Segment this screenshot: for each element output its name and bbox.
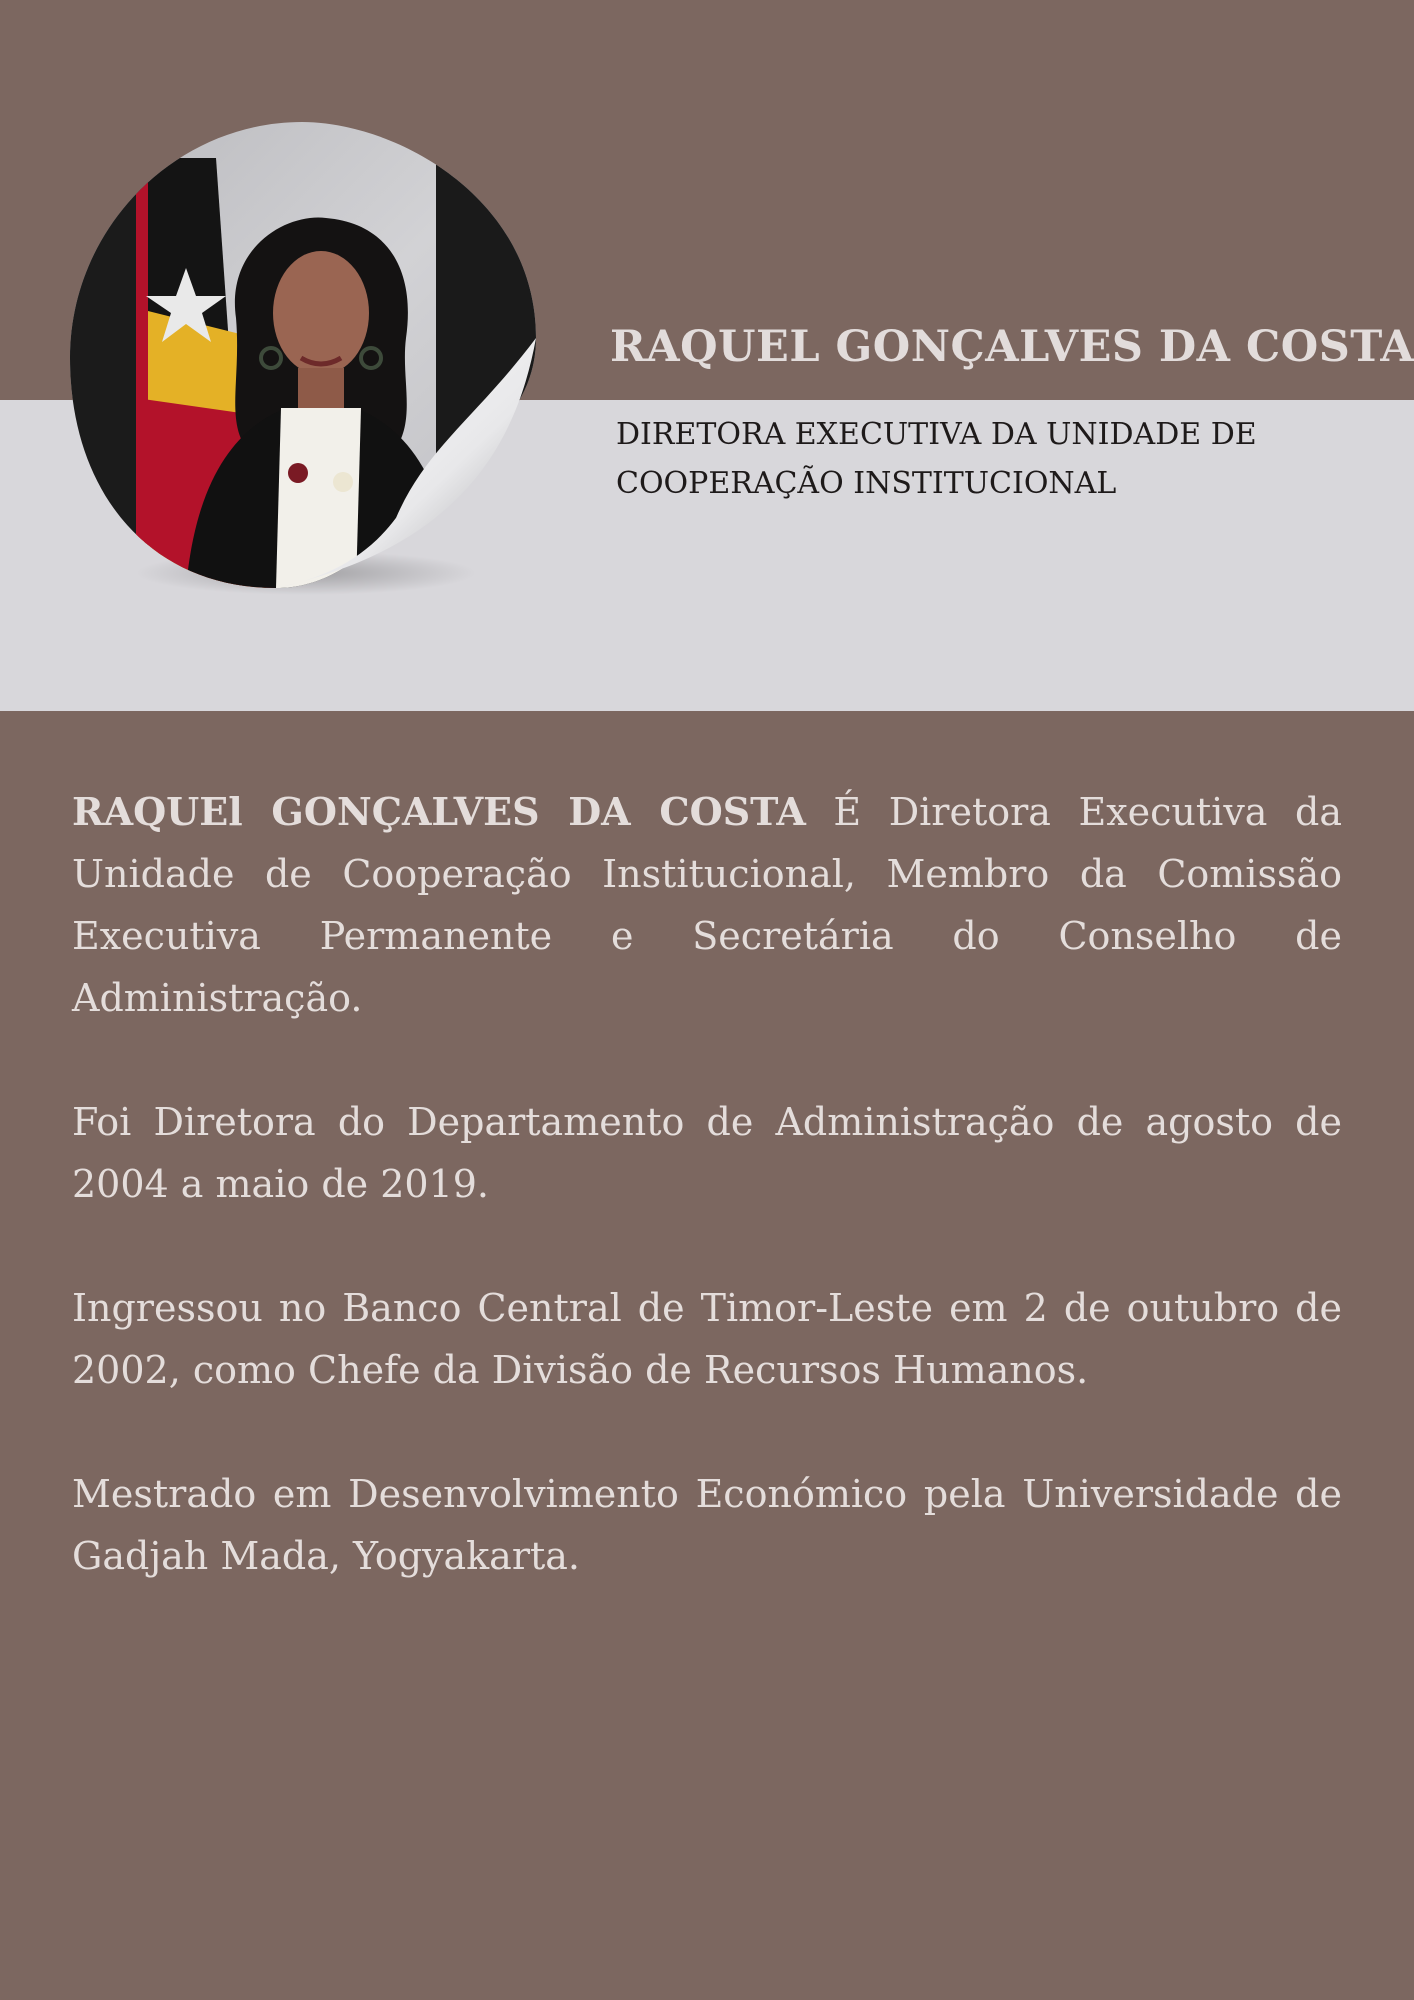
bio-paragraph: Ingressou no Banco Central de Timor-Leste em 2 de outubro de 2002, como Chefe da Divisão de Recursos Humanos. [72,1286,1342,1392]
bio-name: RAQUEl GONÇALVES DA COSTA [72,789,806,834]
bio-paragraph [72,781,1342,1029]
person-name: RAQUEL GONÇALVES DA COSTA [610,322,1414,372]
bio-paragraph: Foi Diretora do Departamento de Administração de agosto de 2004 a maio de 2019. [72,1100,1342,1206]
person-role [616,410,1376,508]
bio-text: É Diretora Executiva da Unidade de Cooperação Institucional, Membro da Comissão Executiva Permanente e Secretária do Conselho de Administração. [72,790,1342,1020]
person-portrait-icon [66,118,546,598]
bio-paragraph: Mestrado em Desenvolvimento Económico pela Universidade de Gadjah Mada, Yogyakarta. [72,1472,1342,1578]
role-line: DIRETORA EXECUTIVA DA UNIDADE DE [616,417,1257,452]
role-line: COOPERAÇÃO INSTITUCIONAL [616,466,1117,501]
portrait-photo [66,118,546,598]
biography [72,781,1342,1649]
